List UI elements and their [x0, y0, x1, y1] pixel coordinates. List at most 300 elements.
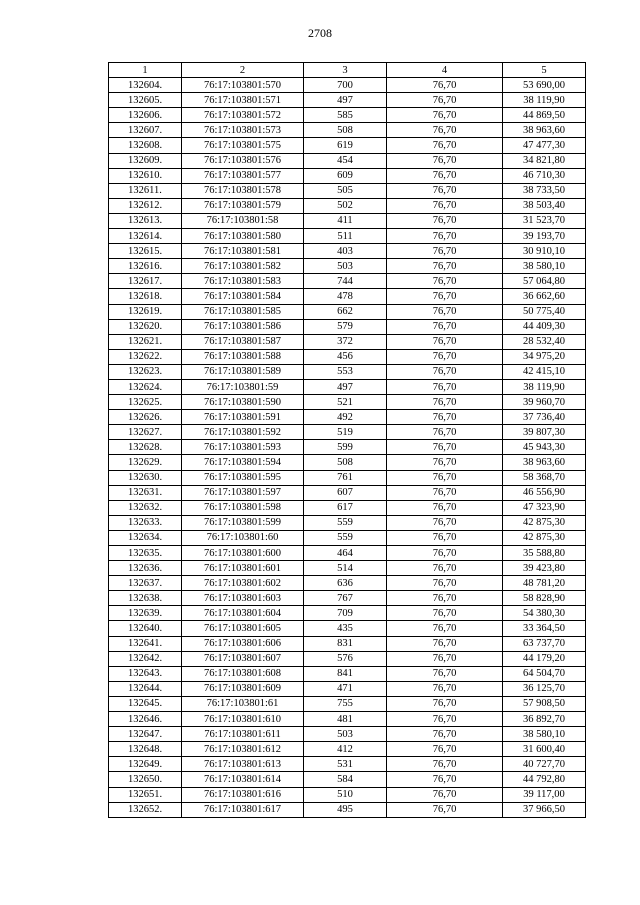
- table-row: [109, 213, 586, 228]
- row-number-cell: 132613.: [109, 213, 182, 228]
- cadastral-number-cell: 76:17:103801:614: [182, 772, 304, 787]
- rate-cell: 76,70: [387, 93, 503, 108]
- cadastral-number-cell: 76:17:103801:605: [182, 621, 304, 636]
- row-number-cell: 132644.: [109, 681, 182, 696]
- rate-cell: 76,70: [387, 349, 503, 364]
- cadastral-number-cell: 76:17:103801:611: [182, 727, 304, 742]
- row-number-cell: 132623.: [109, 364, 182, 379]
- cadastral-number-cell: 76:17:103801:603: [182, 591, 304, 606]
- row-number-cell: 132646.: [109, 712, 182, 727]
- table-row: [109, 576, 586, 591]
- table-row: [109, 304, 586, 319]
- amount-cell: 35 588,80: [503, 546, 586, 561]
- data-table: [108, 62, 586, 818]
- area-cell: 508: [304, 455, 387, 470]
- rate-cell: 76,70: [387, 530, 503, 545]
- cadastral-number-cell: 76:17:103801:601: [182, 561, 304, 576]
- cadastral-number-cell: 76:17:103801:612: [182, 742, 304, 757]
- amount-cell: 28 532,40: [503, 334, 586, 349]
- area-cell: 412: [304, 742, 387, 757]
- cadastral-number-cell: 76:17:103801:59: [182, 379, 304, 394]
- row-number-cell: 132608.: [109, 138, 182, 153]
- area-cell: 617: [304, 500, 387, 515]
- cadastral-number-cell: 76:17:103801:570: [182, 78, 304, 93]
- cadastral-number-cell: 76:17:103801:571: [182, 93, 304, 108]
- table-row: [109, 274, 586, 289]
- rate-cell: 76,70: [387, 727, 503, 742]
- row-number-cell: 132624.: [109, 379, 182, 394]
- area-cell: 435: [304, 621, 387, 636]
- area-cell: 497: [304, 379, 387, 394]
- cadastral-number-cell: 76:17:103801:583: [182, 274, 304, 289]
- area-cell: 502: [304, 198, 387, 213]
- cadastral-number-cell: 76:17:103801:591: [182, 410, 304, 425]
- area-cell: 755: [304, 696, 387, 711]
- rate-cell: 76,70: [387, 455, 503, 470]
- row-number-cell: 132630.: [109, 470, 182, 485]
- page-number: 2708: [308, 26, 332, 40]
- column-header: 3: [304, 63, 387, 78]
- area-cell: 559: [304, 515, 387, 530]
- table-row: [109, 485, 586, 500]
- row-number-cell: 132636.: [109, 561, 182, 576]
- table-row: [109, 364, 586, 379]
- area-cell: 403: [304, 244, 387, 259]
- row-number-cell: 132605.: [109, 93, 182, 108]
- rate-cell: 76,70: [387, 304, 503, 319]
- area-cell: 531: [304, 757, 387, 772]
- cadastral-number-cell: 76:17:103801:606: [182, 636, 304, 651]
- table-body: [109, 78, 586, 818]
- row-number-cell: 132651.: [109, 787, 182, 802]
- area-cell: 579: [304, 319, 387, 334]
- rate-cell: 76,70: [387, 591, 503, 606]
- row-number-cell: 132621.: [109, 334, 182, 349]
- row-number-cell: 132649.: [109, 757, 182, 772]
- amount-cell: 39 807,30: [503, 425, 586, 440]
- rate-cell: 76,70: [387, 651, 503, 666]
- table-row: [109, 379, 586, 394]
- cadastral-number-cell: 76:17:103801:576: [182, 153, 304, 168]
- area-cell: 607: [304, 485, 387, 500]
- table-row: [109, 470, 586, 485]
- rate-cell: 76,70: [387, 379, 503, 394]
- table-row: [109, 757, 586, 772]
- row-number-cell: 132625.: [109, 395, 182, 410]
- area-cell: 511: [304, 229, 387, 244]
- table-row: [109, 138, 586, 153]
- rate-cell: 76,70: [387, 168, 503, 183]
- cadastral-number-cell: 76:17:103801:609: [182, 681, 304, 696]
- amount-cell: 39 193,70: [503, 229, 586, 244]
- amount-cell: 44 179,20: [503, 651, 586, 666]
- table-row: [109, 802, 586, 817]
- area-cell: 456: [304, 349, 387, 364]
- amount-cell: 45 943,30: [503, 440, 586, 455]
- cadastral-number-cell: 76:17:103801:580: [182, 229, 304, 244]
- row-number-cell: 132635.: [109, 546, 182, 561]
- area-cell: 495: [304, 802, 387, 817]
- row-number-cell: 132609.: [109, 153, 182, 168]
- row-number-cell: 132604.: [109, 78, 182, 93]
- rate-cell: 76,70: [387, 681, 503, 696]
- row-number-cell: 132610.: [109, 168, 182, 183]
- table-row: [109, 244, 586, 259]
- area-cell: 585: [304, 108, 387, 123]
- row-number-cell: 132617.: [109, 274, 182, 289]
- area-cell: 744: [304, 274, 387, 289]
- amount-cell: 63 737,70: [503, 636, 586, 651]
- cadastral-number-cell: 76:17:103801:598: [182, 500, 304, 515]
- rate-cell: 76,70: [387, 772, 503, 787]
- rate-cell: 76,70: [387, 198, 503, 213]
- table-row: [109, 229, 586, 244]
- amount-cell: 31 523,70: [503, 213, 586, 228]
- cadastral-number-cell: 76:17:103801:586: [182, 319, 304, 334]
- table-row: [109, 183, 586, 198]
- cadastral-number-cell: 76:17:103801:600: [182, 546, 304, 561]
- cadastral-number-cell: 76:17:103801:582: [182, 259, 304, 274]
- table-row: [109, 319, 586, 334]
- rate-cell: 76,70: [387, 425, 503, 440]
- row-number-cell: 132643.: [109, 666, 182, 681]
- area-cell: 709: [304, 606, 387, 621]
- area-cell: 584: [304, 772, 387, 787]
- table-row: [109, 455, 586, 470]
- cadastral-number-cell: 76:17:103801:594: [182, 455, 304, 470]
- amount-cell: 58 828,90: [503, 591, 586, 606]
- amount-cell: 31 600,40: [503, 742, 586, 757]
- row-number-cell: 132627.: [109, 425, 182, 440]
- rate-cell: 76,70: [387, 757, 503, 772]
- cadastral-number-cell: 76:17:103801:595: [182, 470, 304, 485]
- cadastral-number-cell: 76:17:103801:58: [182, 213, 304, 228]
- amount-cell: 44 792,80: [503, 772, 586, 787]
- table-row: [109, 696, 586, 711]
- amount-cell: 34 821,80: [503, 153, 586, 168]
- area-cell: 411: [304, 213, 387, 228]
- row-number-cell: 132618.: [109, 289, 182, 304]
- cadastral-number-cell: 76:17:103801:587: [182, 334, 304, 349]
- table-row: [109, 410, 586, 425]
- amount-cell: 39 960,70: [503, 395, 586, 410]
- table-row: [109, 727, 586, 742]
- amount-cell: 57 064,80: [503, 274, 586, 289]
- rate-cell: 76,70: [387, 289, 503, 304]
- rate-cell: 76,70: [387, 470, 503, 485]
- row-number-cell: 132614.: [109, 229, 182, 244]
- rate-cell: 76,70: [387, 712, 503, 727]
- table-row: [109, 636, 586, 651]
- amount-cell: 46 556,90: [503, 485, 586, 500]
- amount-cell: 38 963,60: [503, 123, 586, 138]
- row-number-cell: 132607.: [109, 123, 182, 138]
- table-row: [109, 561, 586, 576]
- cadastral-number-cell: 76:17:103801:607: [182, 651, 304, 666]
- row-number-cell: 132615.: [109, 244, 182, 259]
- rate-cell: 76,70: [387, 576, 503, 591]
- table-row: [109, 546, 586, 561]
- column-header: 2: [182, 63, 304, 78]
- area-cell: 519: [304, 425, 387, 440]
- row-number-cell: 132637.: [109, 576, 182, 591]
- amount-cell: 50 775,40: [503, 304, 586, 319]
- cadastral-number-cell: 76:17:103801:610: [182, 712, 304, 727]
- row-number-cell: 132652.: [109, 802, 182, 817]
- rate-cell: 76,70: [387, 787, 503, 802]
- rate-cell: 76,70: [387, 229, 503, 244]
- column-header: 5: [503, 63, 586, 78]
- area-cell: 471: [304, 681, 387, 696]
- table-row: [109, 666, 586, 681]
- row-number-cell: 132622.: [109, 349, 182, 364]
- row-number-cell: 132612.: [109, 198, 182, 213]
- row-number-cell: 132640.: [109, 621, 182, 636]
- table-row: [109, 349, 586, 364]
- area-cell: 700: [304, 78, 387, 93]
- cadastral-number-cell: 76:17:103801:572: [182, 108, 304, 123]
- amount-cell: 38 733,50: [503, 183, 586, 198]
- cadastral-number-cell: 76:17:103801:602: [182, 576, 304, 591]
- area-cell: 761: [304, 470, 387, 485]
- row-number-cell: 132650.: [109, 772, 182, 787]
- row-number-cell: 132628.: [109, 440, 182, 455]
- area-cell: 599: [304, 440, 387, 455]
- rate-cell: 76,70: [387, 78, 503, 93]
- row-number-cell: 132616.: [109, 259, 182, 274]
- amount-cell: 58 368,70: [503, 470, 586, 485]
- amount-cell: 46 710,30: [503, 168, 586, 183]
- area-cell: 478: [304, 289, 387, 304]
- row-number-cell: 132642.: [109, 651, 182, 666]
- area-cell: 514: [304, 561, 387, 576]
- row-number-cell: 132647.: [109, 727, 182, 742]
- table-row: [109, 500, 586, 515]
- amount-cell: 42 415,10: [503, 364, 586, 379]
- cadastral-number-cell: 76:17:103801:573: [182, 123, 304, 138]
- amount-cell: 64 504,70: [503, 666, 586, 681]
- amount-cell: 48 781,20: [503, 576, 586, 591]
- rate-cell: 76,70: [387, 742, 503, 757]
- amount-cell: 39 423,80: [503, 561, 586, 576]
- rate-cell: 76,70: [387, 606, 503, 621]
- rate-cell: 76,70: [387, 274, 503, 289]
- cadastral-number-cell: 76:17:103801:584: [182, 289, 304, 304]
- table-row: [109, 606, 586, 621]
- table-row: [109, 515, 586, 530]
- row-number-cell: 132619.: [109, 304, 182, 319]
- table-row: [109, 772, 586, 787]
- rate-cell: 76,70: [387, 636, 503, 651]
- area-cell: 576: [304, 651, 387, 666]
- area-cell: 492: [304, 410, 387, 425]
- table-row: [109, 108, 586, 123]
- area-cell: 553: [304, 364, 387, 379]
- area-cell: 521: [304, 395, 387, 410]
- rate-cell: 76,70: [387, 183, 503, 198]
- amount-cell: 36 125,70: [503, 681, 586, 696]
- rate-cell: 76,70: [387, 666, 503, 681]
- cadastral-number-cell: 76:17:103801:60: [182, 530, 304, 545]
- amount-cell: 38 580,10: [503, 727, 586, 742]
- row-number-cell: 132629.: [109, 455, 182, 470]
- cadastral-number-cell: 76:17:103801:579: [182, 198, 304, 213]
- rate-cell: 76,70: [387, 259, 503, 274]
- rate-cell: 76,70: [387, 364, 503, 379]
- cadastral-number-cell: 76:17:103801:590: [182, 395, 304, 410]
- cadastral-number-cell: 76:17:103801:577: [182, 168, 304, 183]
- table-row: [109, 153, 586, 168]
- table-row: [109, 742, 586, 757]
- table-row: [109, 93, 586, 108]
- rate-cell: 76,70: [387, 802, 503, 817]
- rate-cell: 76,70: [387, 546, 503, 561]
- row-number-cell: 132639.: [109, 606, 182, 621]
- amount-cell: 38 503,40: [503, 198, 586, 213]
- rate-cell: 76,70: [387, 123, 503, 138]
- table-row: [109, 395, 586, 410]
- rate-cell: 76,70: [387, 515, 503, 530]
- rate-cell: 76,70: [387, 244, 503, 259]
- area-cell: 559: [304, 530, 387, 545]
- amount-cell: 57 908,50: [503, 696, 586, 711]
- area-cell: 503: [304, 727, 387, 742]
- area-cell: 619: [304, 138, 387, 153]
- cadastral-number-cell: 76:17:103801:581: [182, 244, 304, 259]
- table-row: [109, 440, 586, 455]
- area-cell: 481: [304, 712, 387, 727]
- amount-cell: 37 736,40: [503, 410, 586, 425]
- area-cell: 454: [304, 153, 387, 168]
- rate-cell: 76,70: [387, 108, 503, 123]
- amount-cell: 38 119,90: [503, 379, 586, 394]
- cadastral-number-cell: 76:17:103801:599: [182, 515, 304, 530]
- table-row: [109, 530, 586, 545]
- amount-cell: 42 875,30: [503, 515, 586, 530]
- rate-cell: 76,70: [387, 485, 503, 500]
- amount-cell: 44 869,50: [503, 108, 586, 123]
- cadastral-number-cell: 76:17:103801:613: [182, 757, 304, 772]
- table-row: [109, 681, 586, 696]
- row-number-cell: 132620.: [109, 319, 182, 334]
- area-cell: 503: [304, 259, 387, 274]
- row-number-cell: 132645.: [109, 696, 182, 711]
- amount-cell: 38 119,90: [503, 93, 586, 108]
- area-cell: 767: [304, 591, 387, 606]
- rate-cell: 76,70: [387, 153, 503, 168]
- amount-cell: 40 727,70: [503, 757, 586, 772]
- cadastral-number-cell: 76:17:103801:588: [182, 349, 304, 364]
- rate-cell: 76,70: [387, 561, 503, 576]
- table-row: [109, 198, 586, 213]
- amount-cell: 30 910,10: [503, 244, 586, 259]
- amount-cell: 33 364,50: [503, 621, 586, 636]
- row-number-cell: 132626.: [109, 410, 182, 425]
- table-row: [109, 651, 586, 666]
- table-row: [109, 123, 586, 138]
- table-row: [109, 289, 586, 304]
- rate-cell: 76,70: [387, 334, 503, 349]
- row-number-cell: 132633.: [109, 515, 182, 530]
- amount-cell: 34 975,20: [503, 349, 586, 364]
- amount-cell: 38 963,60: [503, 455, 586, 470]
- cadastral-number-cell: 76:17:103801:593: [182, 440, 304, 455]
- amount-cell: 54 380,30: [503, 606, 586, 621]
- amount-cell: 36 892,70: [503, 712, 586, 727]
- row-number-cell: 132611.: [109, 183, 182, 198]
- row-number-cell: 132632.: [109, 500, 182, 515]
- table-row: [109, 78, 586, 93]
- amount-cell: 39 117,00: [503, 787, 586, 802]
- row-number-cell: 132641.: [109, 636, 182, 651]
- area-cell: 372: [304, 334, 387, 349]
- amount-cell: 53 690,00: [503, 78, 586, 93]
- table-row: [109, 334, 586, 349]
- amount-cell: 42 875,30: [503, 530, 586, 545]
- rate-cell: 76,70: [387, 319, 503, 334]
- cadastral-number-cell: 76:17:103801:585: [182, 304, 304, 319]
- area-cell: 505: [304, 183, 387, 198]
- cadastral-number-cell: 76:17:103801:617: [182, 802, 304, 817]
- cadastral-number-cell: 76:17:103801:589: [182, 364, 304, 379]
- area-cell: 636: [304, 576, 387, 591]
- row-number-cell: 132606.: [109, 108, 182, 123]
- cadastral-number-cell: 76:17:103801:61: [182, 696, 304, 711]
- table-row: [109, 787, 586, 802]
- table-row: [109, 259, 586, 274]
- area-cell: 508: [304, 123, 387, 138]
- amount-cell: 38 580,10: [503, 259, 586, 274]
- rate-cell: 76,70: [387, 621, 503, 636]
- amount-cell: 47 477,30: [503, 138, 586, 153]
- area-cell: 841: [304, 666, 387, 681]
- table-row: [109, 591, 586, 606]
- cadastral-number-cell: 76:17:103801:616: [182, 787, 304, 802]
- amount-cell: 37 966,50: [503, 802, 586, 817]
- row-number-cell: 132638.: [109, 591, 182, 606]
- area-cell: 609: [304, 168, 387, 183]
- amount-cell: 47 323,90: [503, 500, 586, 515]
- area-cell: 497: [304, 93, 387, 108]
- table-row: [109, 168, 586, 183]
- rate-cell: 76,70: [387, 440, 503, 455]
- row-number-cell: 132648.: [109, 742, 182, 757]
- column-header: 4: [387, 63, 503, 78]
- rate-cell: 76,70: [387, 395, 503, 410]
- cadastral-number-cell: 76:17:103801:575: [182, 138, 304, 153]
- cadastral-number-cell: 76:17:103801:578: [182, 183, 304, 198]
- area-cell: 510: [304, 787, 387, 802]
- table-row: [109, 712, 586, 727]
- cadastral-number-cell: 76:17:103801:597: [182, 485, 304, 500]
- cadastral-number-cell: 76:17:103801:604: [182, 606, 304, 621]
- area-cell: 831: [304, 636, 387, 651]
- column-header: 1: [109, 63, 182, 78]
- row-number-cell: 132634.: [109, 530, 182, 545]
- cadastral-number-cell: 76:17:103801:592: [182, 425, 304, 440]
- amount-cell: 44 409,30: [503, 319, 586, 334]
- area-cell: 662: [304, 304, 387, 319]
- rate-cell: 76,70: [387, 410, 503, 425]
- amount-cell: 36 662,60: [503, 289, 586, 304]
- cadastral-number-cell: 76:17:103801:608: [182, 666, 304, 681]
- rate-cell: 76,70: [387, 213, 503, 228]
- rate-cell: 76,70: [387, 696, 503, 711]
- rate-cell: 76,70: [387, 500, 503, 515]
- row-number-cell: 132631.: [109, 485, 182, 500]
- table-row: [109, 621, 586, 636]
- area-cell: 464: [304, 546, 387, 561]
